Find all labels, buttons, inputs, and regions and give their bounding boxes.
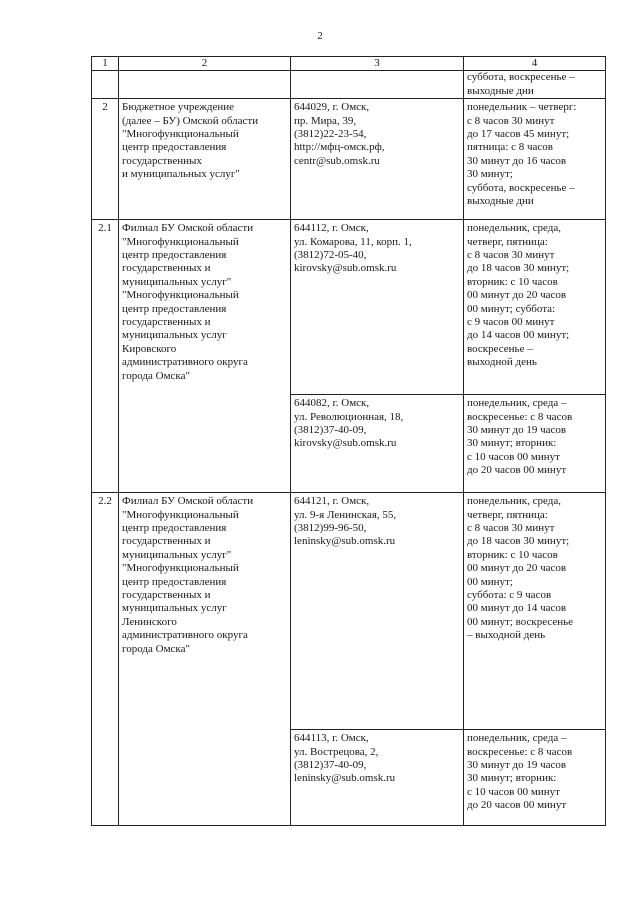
row-number: 2 (92, 99, 119, 220)
column-header-3: 3 (291, 57, 464, 71)
office-address: 644029, г. Омск, пр. Мира, 39, (3812)22-23-54, http://мфц-омск.рф, centr@sub.omsk.ru (291, 99, 464, 220)
office-hours: понедельник, среда – воскресенье: с 8 часов 30 минут до 19 часов 30 минут; вторник: с 10 часов 00 минут до 20 часов 00 минут (464, 730, 606, 826)
row-number: 2.1 (92, 220, 119, 493)
table-row-continuation (92, 71, 606, 99)
table-row (92, 220, 606, 395)
table-row (92, 99, 606, 220)
office-hours: понедельник, среда, четверг, пятница: с 8 часов 30 минут до 18 часов 30 минут; вторник: с 10 часов 00 минут до 20 часов 00 минут; суббота: с 9 часов 00 минут до 14 часов 00 минут; воскресенье – выходной день (464, 220, 606, 395)
office-address: 644112, г. Омск, ул. Комарова, 11, корп. 1, (3812)72-05-40, kirovsky@sub.omsk.ru (291, 220, 464, 395)
column-header-2: 2 (119, 57, 291, 71)
empty-cell (291, 71, 464, 99)
column-header-1: 1 (92, 57, 119, 71)
office-hours: понедельник, среда – воскресенье: с 8 часов 30 минут до 19 часов 30 минут; вторник: с 10 часов 00 минут до 20 часов 00 минут (464, 395, 606, 493)
organization-name: Бюджетное учреждение (далее – БУ) Омской области "Многофункциональный центр предоставления государственных и муниципальных услуг" (119, 99, 291, 220)
office-address: 644113, г. Омск, ул. Вострецова, 2, (3812)37-40-09, leninsky@sub.omsk.ru (291, 730, 464, 826)
empty-cell (119, 71, 291, 99)
empty-cell (92, 71, 119, 99)
office-hours: понедельник, среда, четверг, пятница: с 8 часов 30 минут до 18 часов 30 минут; вторник: с 10 часов 00 минут до 20 часов 00 минут; суббота: с 9 часов 00 минут до 14 часов 00 минут; воскресенье – выходной день (464, 493, 606, 730)
row-number: 2.2 (92, 493, 119, 826)
page-number: 2 (317, 30, 323, 42)
office-address: 644121, г. Омск, ул. 9-я Ленинская, 55, (3812)99-96-50, leninsky@sub.omsk.ru (291, 493, 464, 730)
table-row (92, 493, 606, 730)
table-header-row (92, 57, 606, 71)
column-header-4: 4 (464, 57, 606, 71)
offices-table (91, 56, 606, 826)
organization-name: Филиал БУ Омской области "Многофункциональный центр предоставления государственных и муниципальных услуг" "Многофункциональный центр предоставления государственных и муниципальных услуг Кировского административного округа города Омска" (119, 220, 291, 493)
office-address: 644082, г. Омск, ул. Революционная, 18, (3812)37-40-09, kirovsky@sub.omsk.ru (291, 395, 464, 493)
office-hours: понедельник – четверг: с 8 часов 30 минут до 17 часов 45 минут; пятница: с 8 часов 30 минут до 16 часов 30 минут; суббота, воскресенье – выходные дни (464, 99, 606, 220)
continued-hours: суббота, воскресенье – выходные дни (464, 71, 606, 99)
organization-name: Филиал БУ Омской области "Многофункциональный центр предоставления государственных и муниципальных услуг" "Многофункциональный центр предоставления государственных и муниципальных услуг Ленинского административного округа города Омска" (119, 493, 291, 826)
